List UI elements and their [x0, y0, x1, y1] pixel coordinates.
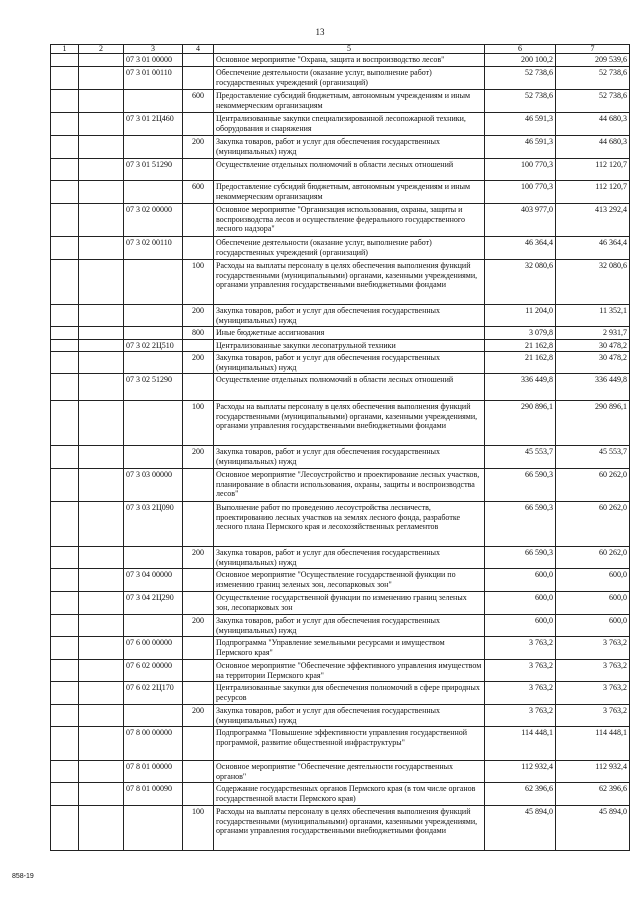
- empty-cell: [79, 469, 124, 502]
- item-name: Основное мероприятие "Лесоустройство и проектирование лесных участков, планирование в области использования, охраны, защиты и воспроизводства лесов": [214, 469, 485, 502]
- target-article-code: [124, 401, 183, 446]
- target-article-code: 07 3 04 00000: [124, 569, 183, 592]
- empty-cell: [79, 727, 124, 761]
- target-article-code: [124, 446, 183, 469]
- amount-year-2: 62 396,6: [556, 783, 630, 806]
- amount-year-1: 46 364,4: [485, 237, 556, 260]
- table-row: [51, 181, 630, 204]
- amount-year-2: 2 931,7: [556, 327, 630, 340]
- expense-type-code: [183, 682, 214, 705]
- expense-type-code: 200: [183, 352, 214, 374]
- table-row: [51, 547, 630, 569]
- empty-cell: [79, 783, 124, 806]
- empty-cell: [51, 682, 79, 705]
- empty-cell: [79, 339, 124, 352]
- empty-cell: [51, 660, 79, 682]
- target-article-code: 07 3 01 2Ц460: [124, 113, 183, 136]
- table-row: [51, 204, 630, 237]
- expense-type-code: 200: [183, 547, 214, 569]
- target-article-code: 07 6 02 2Ц170: [124, 682, 183, 705]
- amount-year-2: 112 932,4: [556, 761, 630, 783]
- empty-cell: [79, 54, 124, 67]
- table-row: [51, 237, 630, 260]
- header-cell: 6: [485, 45, 556, 54]
- empty-cell: [79, 761, 124, 783]
- table-row: [51, 569, 630, 592]
- table-row: [51, 401, 630, 446]
- empty-cell: [51, 159, 79, 181]
- amount-year-1: 52 738,6: [485, 90, 556, 113]
- expense-type-code: [183, 660, 214, 682]
- empty-cell: [79, 446, 124, 469]
- amount-year-1: 403 977,0: [485, 204, 556, 237]
- amount-year-1: 45 894,0: [485, 806, 556, 851]
- target-article-code: 07 8 01 00000: [124, 761, 183, 783]
- empty-cell: [79, 547, 124, 569]
- expense-type-code: [183, 374, 214, 401]
- empty-cell: [79, 181, 124, 204]
- target-article-code: 07 6 00 00000: [124, 637, 183, 660]
- target-article-code: [124, 615, 183, 637]
- expense-type-code: [183, 469, 214, 502]
- table-row: [51, 783, 630, 806]
- budget-table: [50, 44, 630, 851]
- table-row: [51, 339, 630, 352]
- target-article-code: 07 8 01 00090: [124, 783, 183, 806]
- table-row: [51, 374, 630, 401]
- item-name: Подпрограмма "Управление земельными ресурсами и имуществом Пермского края": [214, 637, 485, 660]
- expense-type-code: [183, 592, 214, 615]
- expense-type-code: 800: [183, 327, 214, 340]
- amount-year-1: 66 590,3: [485, 469, 556, 502]
- expense-type-code: 200: [183, 446, 214, 469]
- expense-type-code: 200: [183, 136, 214, 159]
- empty-cell: [79, 615, 124, 637]
- empty-cell: [51, 761, 79, 783]
- empty-cell: [51, 327, 79, 340]
- page-number: 13: [315, 27, 325, 37]
- empty-cell: [51, 592, 79, 615]
- empty-cell: [51, 502, 79, 547]
- target-article-code: 07 3 02 2Ц510: [124, 339, 183, 352]
- item-name: Основное мероприятие "Обеспечение деятельности государственных органов": [214, 761, 485, 783]
- empty-cell: [79, 327, 124, 340]
- expense-type-code: [183, 637, 214, 660]
- expense-type-code: [183, 204, 214, 237]
- amount-year-2: 45 894,0: [556, 806, 630, 851]
- item-name: Осуществление государственной функции по изменению границ зеленых зон, лесопарковых зон: [214, 592, 485, 615]
- amount-year-2: 413 292,4: [556, 204, 630, 237]
- expense-type-code: [183, 727, 214, 761]
- amount-year-2: 3 763,2: [556, 660, 630, 682]
- table-row: [51, 806, 630, 851]
- amount-year-1: 62 396,6: [485, 783, 556, 806]
- empty-cell: [51, 54, 79, 67]
- amount-year-1: 200 100,2: [485, 54, 556, 67]
- item-name: Закупка товаров, работ и услуг для обеспечения государственных (муниципальных) нужд: [214, 615, 485, 637]
- amount-year-2: 52 738,6: [556, 90, 630, 113]
- target-article-code: [124, 806, 183, 851]
- amount-year-1: 112 932,4: [485, 761, 556, 783]
- expense-type-code: 600: [183, 90, 214, 113]
- empty-cell: [79, 113, 124, 136]
- item-name: Расходы на выплаты персоналу в целях обеспечения выполнения функций государственными (муниципальными) органами, казенными учреждениями, органами управления государственными внебюджетными фондами: [214, 806, 485, 851]
- target-article-code: 07 3 02 00000: [124, 204, 183, 237]
- amount-year-2: 60 262,0: [556, 547, 630, 569]
- amount-year-2: 114 448,1: [556, 727, 630, 761]
- amount-year-1: 600,0: [485, 615, 556, 637]
- amount-year-1: 600,0: [485, 569, 556, 592]
- empty-cell: [51, 705, 79, 727]
- amount-year-1: 66 590,3: [485, 502, 556, 547]
- empty-cell: [51, 637, 79, 660]
- item-name: Основное мероприятие "Обеспечение эффективного управления имуществом на территории Пермского края": [214, 660, 485, 682]
- amount-year-2: 30 478,2: [556, 339, 630, 352]
- table-row: [51, 705, 630, 727]
- target-article-code: [124, 181, 183, 204]
- empty-cell: [51, 446, 79, 469]
- header-row: [51, 45, 630, 54]
- amount-year-2: 112 120,7: [556, 181, 630, 204]
- item-name: Основное мероприятие "Осуществление государственной функции по изменению границ зеленых зон, лесопарковых зон": [214, 569, 485, 592]
- amount-year-2: 3 763,2: [556, 682, 630, 705]
- expense-type-code: 600: [183, 181, 214, 204]
- target-article-code: 07 6 02 00000: [124, 660, 183, 682]
- amount-year-1: 21 162,8: [485, 352, 556, 374]
- empty-cell: [79, 237, 124, 260]
- table-row: [51, 682, 630, 705]
- target-article-code: [124, 547, 183, 569]
- empty-cell: [79, 682, 124, 705]
- amount-year-2: 46 364,4: [556, 237, 630, 260]
- target-article-code: 07 3 02 00110: [124, 237, 183, 260]
- empty-cell: [51, 237, 79, 260]
- table-row: [51, 90, 630, 113]
- item-name: Централизованные закупки лесопатрульной техники: [214, 339, 485, 352]
- amount-year-2: 44 680,3: [556, 113, 630, 136]
- expense-type-code: [183, 67, 214, 90]
- empty-cell: [51, 67, 79, 90]
- item-name: Закупка товаров, работ и услуг для обеспечения государственных (муниципальных) нужд: [214, 547, 485, 569]
- table-row: [51, 637, 630, 660]
- item-name: Закупка товаров, работ и услуг для обеспечения государственных (муниципальных) нужд: [214, 136, 485, 159]
- footer-code: 858-19: [12, 873, 34, 880]
- amount-year-2: 600,0: [556, 569, 630, 592]
- item-name: Расходы на выплаты персоналу в целях обеспечения выполнения функций государственными (муниципальными) органами, казенными учреждениями, органами управления государственными внебюджетными фондами: [214, 401, 485, 446]
- target-article-code: [124, 305, 183, 327]
- empty-cell: [51, 90, 79, 113]
- amount-year-1: 66 590,3: [485, 547, 556, 569]
- table-row: [51, 446, 630, 469]
- target-article-code: [124, 705, 183, 727]
- header-cell: 3: [124, 45, 183, 54]
- table-row: [51, 502, 630, 547]
- item-name: Основное мероприятие "Охрана, защита и воспроизводство лесов": [214, 54, 485, 67]
- empty-cell: [51, 305, 79, 327]
- table-row: [51, 660, 630, 682]
- amount-year-2: 600,0: [556, 592, 630, 615]
- table-row: [51, 260, 630, 305]
- amount-year-1: 3 763,2: [485, 637, 556, 660]
- amount-year-1: 290 896,1: [485, 401, 556, 446]
- table-row: [51, 159, 630, 181]
- table-row: [51, 54, 630, 67]
- expense-type-code: [183, 761, 214, 783]
- amount-year-2: 60 262,0: [556, 502, 630, 547]
- header-cell: 7: [556, 45, 630, 54]
- amount-year-1: 11 204,0: [485, 305, 556, 327]
- empty-cell: [79, 569, 124, 592]
- amount-year-2: 290 896,1: [556, 401, 630, 446]
- header-cell: 4: [183, 45, 214, 54]
- empty-cell: [51, 401, 79, 446]
- empty-cell: [79, 705, 124, 727]
- empty-cell: [51, 806, 79, 851]
- item-name: Подпрограмма "Повышение эффективности управления государственной программой, развитие общественной инфраструктуры": [214, 727, 485, 761]
- empty-cell: [51, 339, 79, 352]
- table-row: [51, 136, 630, 159]
- empty-cell: [79, 352, 124, 374]
- empty-cell: [51, 113, 79, 136]
- table-row: [51, 761, 630, 783]
- target-article-code: [124, 90, 183, 113]
- empty-cell: [79, 136, 124, 159]
- amount-year-2: 209 539,6: [556, 54, 630, 67]
- item-name: Закупка товаров, работ и услуг для обеспечения государственных (муниципальных) нужд: [214, 446, 485, 469]
- header-cell: 5: [214, 45, 485, 54]
- target-article-code: 07 3 03 00000: [124, 469, 183, 502]
- expense-type-code: [183, 502, 214, 547]
- target-article-code: [124, 136, 183, 159]
- amount-year-1: 45 553,7: [485, 446, 556, 469]
- empty-cell: [79, 159, 124, 181]
- item-name: Закупка товаров, работ и услуг для обеспечения государственных (муниципальных) нужд: [214, 705, 485, 727]
- empty-cell: [51, 352, 79, 374]
- item-name: Осуществление отдельных полномочий в области лесных отношений: [214, 159, 485, 181]
- empty-cell: [51, 569, 79, 592]
- amount-year-2: 44 680,3: [556, 136, 630, 159]
- item-name: Основное мероприятие "Организация использования, охраны, защиты и воспроизводства лесов и осуществление федерального государственного лесного надзора": [214, 204, 485, 237]
- amount-year-2: 52 738,6: [556, 67, 630, 90]
- empty-cell: [51, 615, 79, 637]
- empty-cell: [51, 136, 79, 159]
- expense-type-code: [183, 54, 214, 67]
- item-name: Осуществление отдельных полномочий в области лесных отношений: [214, 374, 485, 401]
- empty-cell: [79, 204, 124, 237]
- item-name: Обеспечение деятельности (оказание услуг, выполнение работ) государственных учреждений (организаций): [214, 237, 485, 260]
- header-cell: 2: [79, 45, 124, 54]
- expense-type-code: [183, 339, 214, 352]
- empty-cell: [51, 181, 79, 204]
- target-article-code: 07 8 00 00000: [124, 727, 183, 761]
- empty-cell: [51, 260, 79, 305]
- amount-year-1: 3 079,8: [485, 327, 556, 340]
- item-name: Предоставление субсидий бюджетным, автономным учреждениям и иным некоммерческим организациям: [214, 181, 485, 204]
- amount-year-2: 60 262,0: [556, 469, 630, 502]
- empty-cell: [79, 806, 124, 851]
- empty-cell: [51, 374, 79, 401]
- empty-cell: [51, 783, 79, 806]
- amount-year-1: 100 770,3: [485, 159, 556, 181]
- table-row: [51, 592, 630, 615]
- amount-year-1: 46 591,3: [485, 113, 556, 136]
- target-article-code: 07 3 02 51290: [124, 374, 183, 401]
- table-row: [51, 615, 630, 637]
- amount-year-1: 21 162,8: [485, 339, 556, 352]
- empty-cell: [51, 727, 79, 761]
- target-article-code: 07 3 04 2Ц290: [124, 592, 183, 615]
- empty-cell: [79, 90, 124, 113]
- expense-type-code: 200: [183, 705, 214, 727]
- amount-year-1: 336 449,8: [485, 374, 556, 401]
- item-name: Иные бюджетные ассигнования: [214, 327, 485, 340]
- amount-year-1: 46 591,3: [485, 136, 556, 159]
- empty-cell: [79, 260, 124, 305]
- item-name: Содержание государственных органов Пермского края (в том числе органов государственной власти Пермского края): [214, 783, 485, 806]
- item-name: Обеспечение деятельности (оказание услуг, выполнение работ) государственных учреждений (организаций): [214, 67, 485, 90]
- empty-cell: [51, 469, 79, 502]
- expense-type-code: [183, 569, 214, 592]
- expense-type-code: 100: [183, 806, 214, 851]
- target-article-code: 07 3 01 00000: [124, 54, 183, 67]
- amount-year-1: 32 080,6: [485, 260, 556, 305]
- item-name: Централизованные закупки для обеспечения полномочий в сфере природных ресурсов: [214, 682, 485, 705]
- table-row: [51, 469, 630, 502]
- empty-cell: [79, 502, 124, 547]
- target-article-code: [124, 352, 183, 374]
- item-name: Централизованные закупки специализированной лесопожарной техники, оборудования и снаряжения: [214, 113, 485, 136]
- target-article-code: 07 3 01 00110: [124, 67, 183, 90]
- amount-year-2: 336 449,8: [556, 374, 630, 401]
- item-name: Расходы на выплаты персоналу в целях обеспечения выполнения функций государственными (муниципальными) органами, казенными учреждениями, органами управления государственными внебюджетными фондами: [214, 260, 485, 305]
- target-article-code: 07 3 01 51290: [124, 159, 183, 181]
- table-row: [51, 305, 630, 327]
- amount-year-1: 52 738,6: [485, 67, 556, 90]
- expense-type-code: [183, 113, 214, 136]
- expense-type-code: [183, 159, 214, 181]
- expense-type-code: [183, 237, 214, 260]
- expense-type-code: [183, 783, 214, 806]
- expense-type-code: 200: [183, 615, 214, 637]
- amount-year-1: 3 763,2: [485, 660, 556, 682]
- expense-type-code: 200: [183, 305, 214, 327]
- item-name: Закупка товаров, работ и услуг для обеспечения государственных (муниципальных) нужд: [214, 305, 485, 327]
- table-row: [51, 113, 630, 136]
- amount-year-2: 3 763,2: [556, 705, 630, 727]
- empty-cell: [79, 592, 124, 615]
- target-article-code: [124, 327, 183, 340]
- target-article-code: [124, 260, 183, 305]
- amount-year-2: 11 352,1: [556, 305, 630, 327]
- amount-year-2: 32 080,6: [556, 260, 630, 305]
- expense-type-code: 100: [183, 260, 214, 305]
- amount-year-1: 3 763,2: [485, 682, 556, 705]
- table-row: [51, 327, 630, 340]
- empty-cell: [51, 204, 79, 237]
- amount-year-1: 114 448,1: [485, 727, 556, 761]
- empty-cell: [51, 547, 79, 569]
- amount-year-1: 3 763,2: [485, 705, 556, 727]
- empty-cell: [79, 67, 124, 90]
- amount-year-1: 600,0: [485, 592, 556, 615]
- table-row: [51, 727, 630, 761]
- amount-year-2: 30 478,2: [556, 352, 630, 374]
- item-name: Предоставление субсидий бюджетным, автономным учреждениям и иным некоммерческим организациям: [214, 90, 485, 113]
- amount-year-2: 600,0: [556, 615, 630, 637]
- empty-cell: [79, 637, 124, 660]
- table-row: [51, 67, 630, 90]
- amount-year-2: 112 120,7: [556, 159, 630, 181]
- item-name: Выполнение работ по проведению лесоустройства лесничеств, проектированию лесных участков на землях лесного фонда, разработке лесного плана Пермского края и лесохозяйственных регламентов: [214, 502, 485, 547]
- amount-year-2: 3 763,2: [556, 637, 630, 660]
- amount-year-1: 100 770,3: [485, 181, 556, 204]
- item-name: Закупка товаров, работ и услуг для обеспечения государственных (муниципальных) нужд: [214, 352, 485, 374]
- empty-cell: [79, 305, 124, 327]
- empty-cell: [79, 374, 124, 401]
- empty-cell: [79, 660, 124, 682]
- header-cell: 1: [51, 45, 79, 54]
- target-article-code: 07 3 03 2Ц090: [124, 502, 183, 547]
- amount-year-2: 45 553,7: [556, 446, 630, 469]
- empty-cell: [79, 401, 124, 446]
- table-row: [51, 352, 630, 374]
- expense-type-code: 100: [183, 401, 214, 446]
